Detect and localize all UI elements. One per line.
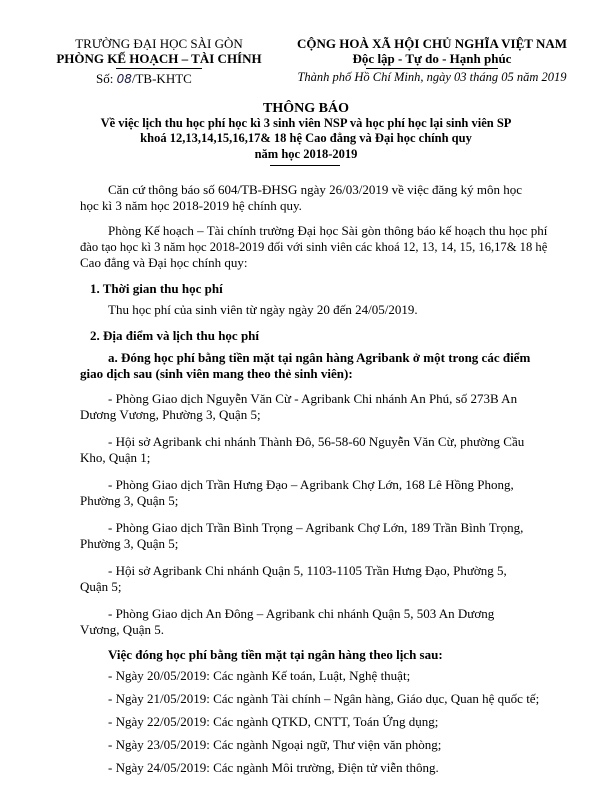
nation-motto: Độc lập - Tự do - Hạnh phúc bbox=[352, 51, 512, 66]
section2-sub-a-line2: giao dịch sau (sinh viên mang theo thẻ sinh viên): bbox=[80, 366, 353, 381]
doc-subject-line3: năm học 2018-2019 bbox=[254, 147, 358, 161]
intro-p1-line2: học kì 3 năm học 2018-2019 hệ chính quy. bbox=[80, 198, 302, 213]
location-item-line2: Kho, Quận 1; bbox=[80, 450, 151, 465]
location-item-line2: Dương Vương, Phường 3, Quận 5; bbox=[80, 407, 261, 422]
intro-p2-line2: đào tạo học kì 3 năm học 2018-2019 đối với sinh viên các khoá 12, 13, 14, 15, 16,17& 18 hệ bbox=[80, 240, 548, 254]
org-name: TRƯỜNG ĐẠI HỌC SÀI GÒN bbox=[75, 36, 243, 51]
doc-number-handwritten: 08 bbox=[116, 72, 132, 86]
location-item-line1: - Phòng Giao dịch Nguyễn Văn Cừ - Agribank Chi nhánh An Phú, số 273B An bbox=[108, 391, 518, 406]
location-item-line1: - Hội sở Agribank Chi nhánh Quận 5, 1103-1105 Trần Hưng Đạo, Phường 5, bbox=[108, 563, 507, 578]
schedule-heading: Việc đóng học phí bằng tiền mặt tại ngân hàng theo lịch sau: bbox=[108, 647, 443, 662]
org-department: PHÒNG KẾ HOẠCH – TÀI CHÍNH bbox=[56, 51, 262, 66]
doc-number bbox=[96, 71, 192, 87]
doc-subject-line1: Về việc lịch thu học phí học kì 3 sinh viên NSP và học phí học lại sinh viên SP bbox=[100, 116, 512, 130]
motto-underline bbox=[366, 68, 498, 69]
location-item-line1: - Phòng Giao dịch An Đông – Agribank chi nhánh Quận 5, 503 An Dương bbox=[108, 606, 495, 621]
doc-heading: THÔNG BÁO bbox=[263, 101, 349, 116]
section1-text: Thu học phí của sinh viên từ ngày ngày 20 đến 24/05/2019. bbox=[108, 302, 418, 317]
doc-number-suffix: /TB-KHTC bbox=[131, 71, 192, 86]
intro-p2-line3: Cao đẳng và Đại học chính quy: bbox=[80, 255, 248, 270]
schedule-item: - Ngày 22/05/2019: Các ngành QTKD, CNTT, Toán Ứng dụng; bbox=[108, 714, 439, 729]
location-item-line1: - Phòng Giao dịch Trần Bình Trọng – Agribank Chợ Lớn, 189 Trần Bình Trọng, bbox=[108, 520, 524, 535]
doc-subject-line2: khoá 12,13,14,15,16,17& 18 hệ Cao đẳng và Đại học chính quy bbox=[140, 131, 472, 145]
schedule-item: - Ngày 23/05/2019: Các ngành Ngoại ngữ, Thư viện văn phòng; bbox=[108, 737, 442, 752]
date-line: Thành phố Hồ Chí Minh, ngày 03 tháng 05 năm 2019 bbox=[297, 70, 567, 84]
section2-sub-a-line1: a. Đóng học phí bằng tiền mặt tại ngân hàng Agribank ở một trong các điểm bbox=[108, 350, 531, 365]
intro-p2-line1: Phòng Kế hoạch – Tài chính trường Đại học Sài gòn thông báo kế hoạch thu học phí bbox=[108, 223, 548, 238]
schedule-item: - Ngày 21/05/2019: Các ngành Tài chính – Ngân hàng, Giáo dục, Quan hệ quốc tế; bbox=[108, 691, 540, 706]
location-item-line2: Phường 3, Quận 5; bbox=[80, 536, 179, 551]
org-underline bbox=[116, 68, 202, 69]
schedule-item: - Ngày 24/05/2019: Các ngành Môi trường, Điện tử viễn thông. bbox=[108, 760, 439, 775]
schedule-item: - Ngày 20/05/2019: Các ngành Kế toán, Luật, Nghệ thuật; bbox=[108, 668, 411, 683]
section2-heading: 2. Địa điểm và lịch thu học phí bbox=[90, 328, 260, 343]
location-item-line2: Phường 3, Quận 5; bbox=[80, 493, 179, 508]
location-item-line2: Vương, Quận 5. bbox=[80, 622, 164, 637]
section1-heading: 1. Thời gian thu học phí bbox=[90, 281, 223, 296]
nation-title: CỘNG HOÀ XÃ HỘI CHỦ NGHĨA VIỆT NAM bbox=[296, 36, 568, 51]
doc-number-prefix: Số: bbox=[96, 71, 114, 86]
location-item-line1: - Hội sở Agribank chi nhánh Thành Đô, 56-58-60 Nguyễn Văn Cừ, phường Cầu bbox=[108, 434, 525, 449]
title-underline bbox=[270, 165, 340, 166]
intro-p1-line1: Căn cứ thông báo số 604/TB-ĐHSG ngày 26/03/2019 về việc đăng ký môn học bbox=[108, 182, 522, 197]
location-item-line1: - Phòng Giao dịch Trần Hưng Đạo – Agribank Chợ Lớn, 168 Lê Hồng Phong, bbox=[108, 477, 514, 492]
location-item-line2: Quận 5; bbox=[80, 579, 122, 594]
